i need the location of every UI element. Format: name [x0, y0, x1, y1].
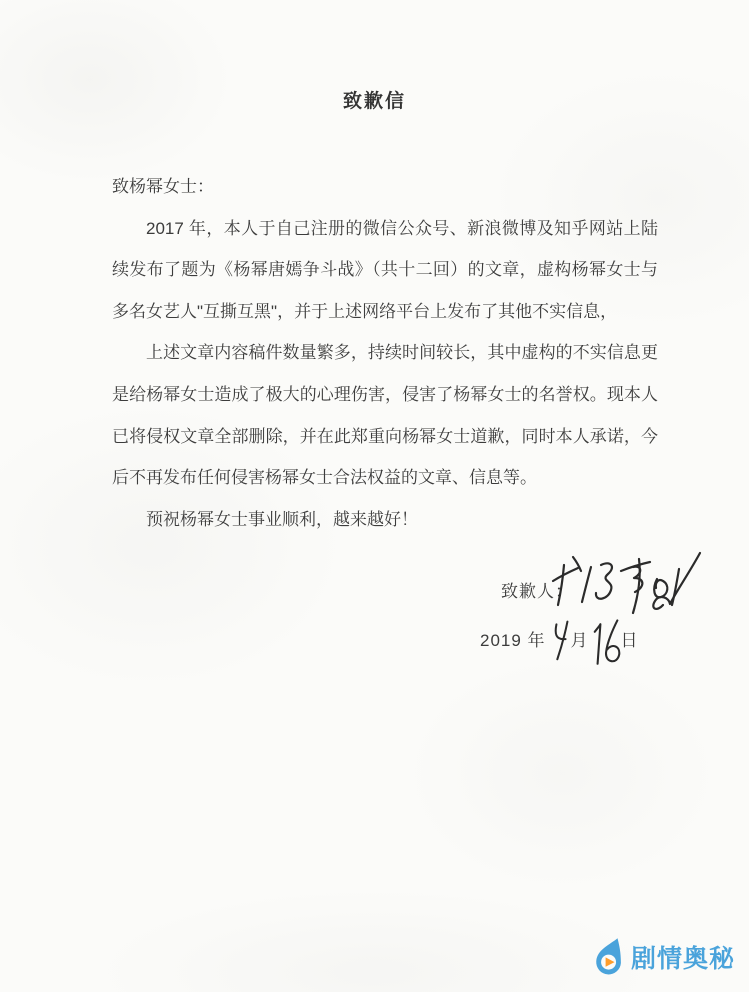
- letter-body: [112, 166, 658, 540]
- letter-paragraph-2: 上述文章内容稿件数量繁多，持续时间较长，其中虚构的不实信息更是给杨幂女士造成了极大的心理伤害，侵害了杨幂女士的名誉权。现本人已将侵权文章全部删除，并在此郑重向杨幂女士道歉，同时本人承诺，今后不再发布任何侵害杨幂女士合法权益的文章、信息等。: [112, 343, 658, 488]
- handwritten-month-icon: [550, 617, 572, 663]
- letter-paragraph-1: 2017 年，本人于自己注册的微信公众号、新浪微博及知乎网站上陆续发布了题为《杨幂唐嫣争斗战》（共十二回）的文章，虚构杨幂女士与多名女艺人"互撕互黑"，并于上述网络平台上发布了其他不实信息，: [112, 218, 658, 321]
- letter-salutation: 致杨幂女士：: [112, 177, 214, 196]
- letter-paragraph-3: 预祝杨幂女士事业顺利，越来越好！: [146, 509, 418, 529]
- handwritten-day-icon: [591, 617, 623, 671]
- signature-label: 致歉人：: [501, 582, 573, 601]
- watermark-text: 剧情奥秘: [631, 945, 736, 973]
- date-year: 2019 年: [480, 630, 546, 650]
- date-day: 日: [620, 630, 639, 650]
- letter-date: [480, 623, 639, 653]
- watermark: [592, 936, 735, 978]
- letter-title: 致歉信: [342, 91, 406, 112]
- handwritten-signature-icon: [551, 545, 703, 621]
- play-drop-icon: [592, 936, 626, 978]
- date-month: 月: [570, 630, 589, 650]
